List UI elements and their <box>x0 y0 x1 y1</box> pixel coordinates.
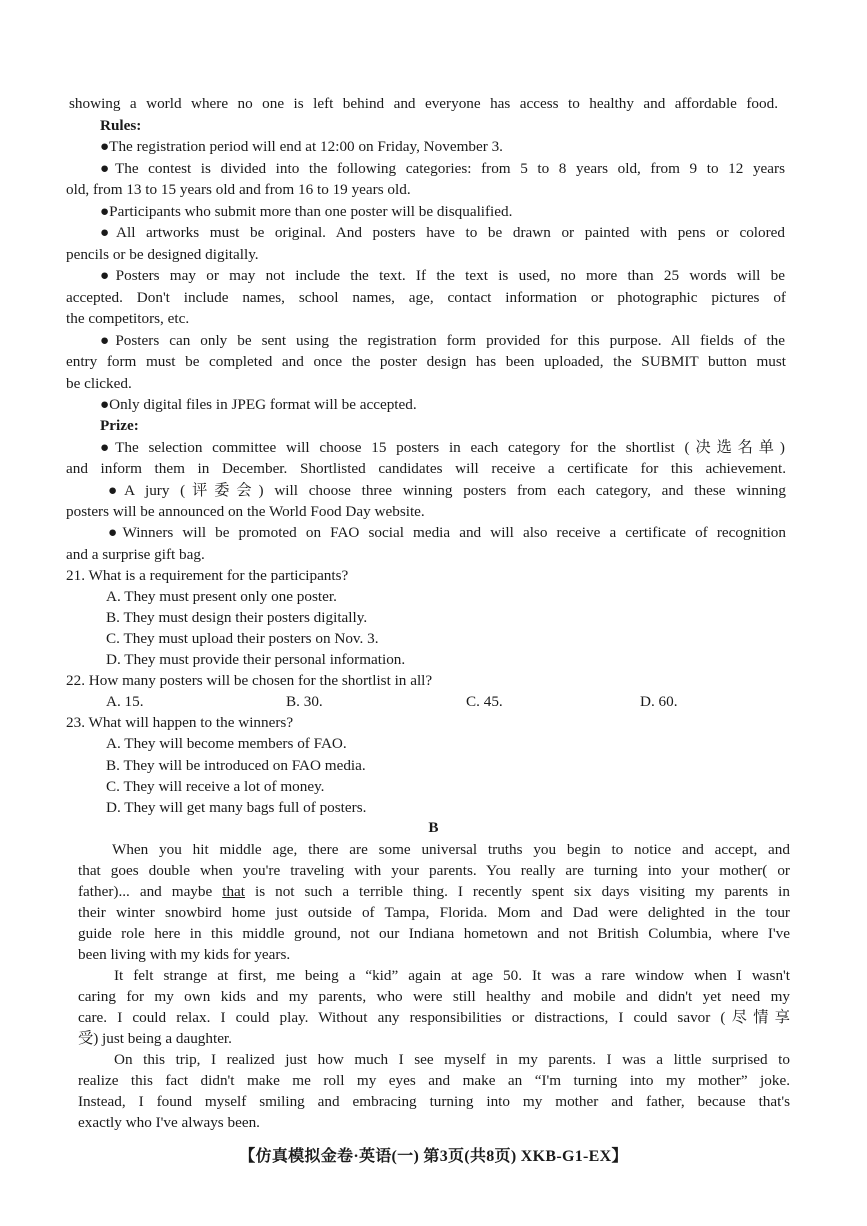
passage-b-p1-line-2: that goes double when you're traveling with your parents. You really are turning into your mother( or <box>78 862 790 879</box>
passage-b-p1-line-4: their winter snowbird home just outside of Tampa, Florida. Mom and Dad were delighted in the tour <box>78 904 790 921</box>
rule-5-line-3: the competitors, etc. <box>66 310 190 327</box>
prize-heading: Prize: <box>100 417 139 434</box>
passage-b-p3-line-4: exactly who I've always been. <box>78 1114 260 1131</box>
passage-b-p2-line-2: caring for my own kids and my parents, who were still healthy and mobile and didn't yet need my <box>78 988 790 1005</box>
question-21-option-c: C. They must upload their posters on Nov. 3. <box>106 630 379 647</box>
rule-6-line-3: be clicked. <box>66 375 132 392</box>
rule-6-line-1: ●Posters can only be sent using the registration form provided for this purpose. All fields of the <box>100 332 785 349</box>
question-22-option-c: C. 45. <box>466 693 503 710</box>
rule-6-line-2: entry form must be completed and once the poster design has been uploaded, the SUBMIT button must <box>66 353 786 370</box>
p1-line-3-post: is not such a terrible thing. I recently spent six days visiting my parents in <box>245 883 790 900</box>
passage-b-p1-line-5: guide role here in this middle ground, not our Indiana hometown and not British Columbia, where I've <box>78 925 790 942</box>
passage-b-p1-line-1: When you hit middle age, there are some universal truths you begin to notice and accept, and <box>112 841 790 858</box>
question-22-option-b: B. 30. <box>286 693 323 710</box>
prize-1-line-2: and inform them in December. Shortlisted candidates will receive a certificate for this achievement. <box>66 460 786 477</box>
question-22-stem: 22. How many posters will be chosen for the shortlist in all? <box>66 672 433 689</box>
passage-b-p1-line-3 <box>78 881 790 902</box>
rule-5-line-1: ●Posters may or may not include the text. If the text is used, no more than 25 words will be <box>100 267 785 284</box>
question-23-option-c: C. They will receive a lot of money. <box>106 778 325 795</box>
passage-b-p3-line-2: realize this fact didn't make me roll my eyes and make an “I'm turning into my mother” joke. <box>78 1072 790 1089</box>
question-21-option-d: D. They must provide their personal information. <box>106 651 406 668</box>
p1-line-3-pre: father)... and maybe <box>78 883 223 900</box>
passage-b-p1-line-6: been living with my kids for years. <box>78 946 291 963</box>
underlined-word-that: that <box>222 883 246 900</box>
question-23-option-d: D. They will get many bags full of posters. <box>106 799 367 816</box>
passage-b-p2-line-3: care. I could relax. I could play. Without any responsibilities or distractions, I could savor (尽情享 <box>78 1009 790 1026</box>
rules-heading: Rules: <box>100 117 142 134</box>
rule-5-line-2: accepted. Don't include names, school names, age, contact information or photographic pictures of <box>66 289 786 306</box>
question-21-option-a: A. They must present only one poster. <box>106 588 337 605</box>
question-21-option-b: B. They must design their posters digitally. <box>106 609 368 626</box>
question-22-option-a: A. 15. <box>106 693 144 710</box>
rule-4-line-2: pencils or be designed digitally. <box>66 246 259 263</box>
rule-1: ●The registration period will end at 12:00 on Friday, November 3. <box>100 138 503 155</box>
question-23-stem: 23. What will happen to the winners? <box>66 714 294 731</box>
rule-7: ●Only digital files in JPEG format will be accepted. <box>100 396 417 413</box>
rule-2-line-1: ●The contest is divided into the following categories: from 5 to 8 years old, from 9 to 12 years <box>100 160 785 177</box>
question-23-option-b: B. They will be introduced on FAO media. <box>106 757 366 774</box>
prize-3-line-2: and a surprise gift bag. <box>66 546 205 563</box>
question-23-option-a: A. They will become members of FAO. <box>106 735 347 752</box>
prize-1-line-1: ●The selection committee will choose 15 posters in each category for the shortlist (决选名单) <box>100 439 785 456</box>
prize-2-line-1: ●A jury (评委会) will choose three winning posters from each category, and these winning <box>108 482 786 499</box>
rule-3: ●Participants who submit more than one poster will be disqualified. <box>100 203 513 220</box>
question-21-stem: 21. What is a requirement for the participants? <box>66 567 349 584</box>
rule-2-line-2: old, from 13 to 15 years old and from 16 to 19 years old. <box>66 181 411 198</box>
rule-4-line-1: ●All artworks must be original. And posters have to be drawn or painted with pens or colored <box>100 224 785 241</box>
question-22-option-d: D. 60. <box>640 693 678 710</box>
passage-b-p3-line-3: Instead, I found myself smiling and embracing turning into my mother and father, because that's <box>78 1093 790 1110</box>
intro-tail: showing a world where no one is left behind and everyone has access to healthy and affordable food. <box>69 95 778 112</box>
passage-b-p2-line-1: It felt strange at first, me being a “kid” again at age 50. It was a rare window when I wasn't <box>114 967 790 984</box>
passage-b-p2-line-4: 受) just being a daughter. <box>78 1030 232 1047</box>
page-footer: 【仿真模拟金卷·英语(一) 第3页(共8页) XKB-G1-EX】 <box>239 1148 628 1165</box>
passage-b-p3-line-1: On this trip, I realized just how much I see myself in my parents. I was a little surprised to <box>114 1051 790 1068</box>
prize-3-line-1: ●Winners will be promoted on FAO social media and will also receive a certificate of recognition <box>108 524 786 541</box>
passage-b-label: B <box>428 819 439 836</box>
prize-2-line-2: posters will be announced on the World Food Day website. <box>66 503 425 520</box>
